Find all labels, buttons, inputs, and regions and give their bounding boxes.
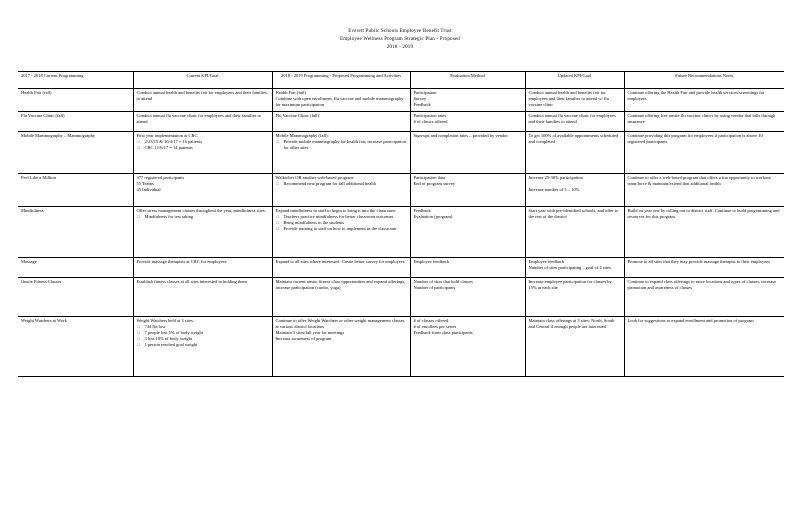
cell-text: Increase 25-30% participation [528, 175, 583, 180]
proposed-programming-cell [272, 112, 410, 132]
cell-text: Number of sites participating – goal of 4 sites [528, 265, 611, 270]
bullet-item: □ Provide mobile mammography for health fair, increase participation for other sites [284, 139, 407, 151]
table-row [18, 89, 784, 112]
proposed-programming-cell [272, 132, 410, 174]
cell-text: Flu Vaccine Clinic (fall) [21, 113, 65, 118]
bullet-list [276, 139, 407, 151]
evaluation-method-cell [410, 89, 525, 112]
table-row [18, 112, 784, 132]
program-name-cell [18, 207, 133, 258]
cell-text: Continue offering free onsite flu vaccine clinics by using vendor that bills through insurance [627, 113, 776, 124]
bullet-list [276, 214, 407, 232]
proposed-programming-cell [272, 174, 410, 207]
evaluation-method-cell [410, 174, 525, 207]
cell-text: Health Fair (fall) [21, 90, 52, 95]
cell-text: Expand mindfulness to staff to begin to bring it into the classroom: [275, 208, 397, 213]
program-name-cell [18, 89, 133, 112]
table-row [18, 317, 784, 377]
cell-text: Look for suggestions to expand enrollment and promotion of program [627, 318, 754, 323]
col-header-proposed-programming: 2018 - 2019 Programming - Proposed Programming and Activities [272, 72, 410, 89]
future-recommendations-cell [624, 278, 784, 317]
program-name-cell [18, 278, 133, 317]
cell-text: # of enrollees per series [413, 324, 457, 329]
future-recommendations-cell [624, 317, 784, 377]
bullet-list [137, 214, 269, 220]
cell-text: Increase employee participation for classes by 15% at each site [528, 279, 612, 290]
bullet-item: □ 1 person reached goal weight [145, 342, 269, 348]
cell-text: Establish fitness classes at all sites interested in holding them [136, 279, 247, 284]
col-header-future-recommendations: Future Recommendations Notes [624, 72, 784, 89]
current-kpi-cell [133, 112, 272, 132]
cell-text: To get 100% of available appointments scheduled and completed [528, 133, 619, 144]
future-recommendations-cell [624, 258, 784, 278]
evaluation-method-cell [410, 132, 525, 174]
future-recommendations-cell [624, 132, 784, 174]
evaluation-method-cell [410, 258, 525, 278]
updated-kpi-cell [525, 174, 624, 207]
cell-text: 45 Individual [136, 187, 161, 192]
cell-text: Participation [413, 90, 437, 95]
table-row [18, 258, 784, 278]
future-recommendations-cell [624, 174, 784, 207]
program-name-cell [18, 174, 133, 207]
evaluation-method-cell [410, 207, 525, 258]
bullet-item: □ 3 lost 10% of body weight [145, 336, 269, 342]
bullet-item: □ Teachers practice mindfulness for better classroom outcomes [284, 214, 407, 220]
cell-text: Conduct annual flu vaccine clinic for employees and their families to attend [136, 113, 261, 124]
cell-text: Number of sites that hold classes [413, 279, 473, 284]
updated-kpi-cell [525, 132, 624, 174]
cell-text: Continue to offer a web-based program that offers a fun opportunity to workout team/force & maintain/extend that additional health [627, 175, 771, 186]
current-kpi-cell [133, 258, 272, 278]
updated-kpi-cell [525, 207, 624, 258]
cell-text: Survey [413, 96, 427, 101]
doc-title-line-3: 2018 - 2019 [386, 45, 414, 50]
table-row [18, 207, 784, 258]
bullet-list [137, 324, 269, 348]
col-header-current-kpi: Current KPI/Goal [133, 72, 272, 89]
cell-text: Continue providing this program for employees if participation is above 10 registered participants [627, 133, 763, 144]
updated-kpi-cell [525, 112, 624, 132]
doc-title-line-2: Employee Wellness Program Strategic Plan - Proposed [340, 37, 460, 42]
program-name-cell [18, 112, 133, 132]
program-name-cell [18, 132, 133, 174]
cell-text: Weight Watchers at Work [21, 318, 67, 323]
bullet-item: □ 7 people lost 5% of body weight [145, 330, 269, 336]
updated-kpi-cell [525, 278, 624, 317]
proposed-programming-cell [272, 258, 410, 278]
cell-text: Conduct annual flu vaccine clinic for employees and their families to attend [528, 113, 616, 124]
cell-text: Maintain current onsite fitness class opportunities and expand offerings, increase participation (cardio, yoga) [275, 279, 406, 290]
evaluation-method-cell [410, 317, 525, 377]
cell-text: Participation rates [413, 113, 447, 118]
bullet-item: □ Mindfulness for test taking [145, 214, 269, 220]
cell-text: Flu Vaccine Clinic (fall) [275, 113, 320, 118]
updated-kpi-cell [525, 89, 624, 112]
cell-text: Continue offering the Health Fair and provide health services/screenings for employees [627, 90, 765, 101]
cell-text: Maintain class offerings at 3 sites: North, South and Central if enough people are interested [528, 318, 615, 329]
cell-text: Build on year one by rolling out to district staff. Continue to build programming and resources for this program. [627, 208, 780, 219]
bullet-item: □ Provide training to staff on how to implement in the classroom [284, 226, 407, 232]
cell-text: Start year with pre-identified schools, and offer to the rest of the district [528, 208, 619, 219]
cell-text: Feedback [413, 208, 431, 213]
cell-text: End of program survey [413, 181, 456, 186]
evaluation-method-cell [410, 112, 525, 132]
cell-text: 377 registered participants [136, 175, 185, 180]
cell-text: Provide massage therapists at CRC for employees [136, 259, 227, 264]
cell-text: Participation data [413, 175, 446, 180]
cell-text: Feedback [413, 102, 431, 107]
evaluation-method-cell [410, 278, 525, 317]
bullet-item: □ CRC 11/6/17 = 14 patients [145, 145, 269, 151]
cell-text: Massage [21, 259, 37, 264]
current-kpi-cell [133, 174, 272, 207]
cell-text: Feedback from class participants [413, 330, 473, 335]
cell-text: Weight Watchers held at 3 sites: [136, 318, 195, 323]
bullet-item: □ Recommend new program for fall additional health [284, 181, 407, 187]
bullet-item: □ 2/23/15 & 10/4/17 = 16 patients [145, 139, 269, 145]
bullet-list [137, 139, 269, 151]
cell-text: Continue to offer Weight Watchers or other weight management classes at various district locations [275, 318, 405, 329]
current-kpi-cell [133, 132, 272, 174]
cell-text: Sign-ups and completion rates – provided by vendor [413, 133, 508, 138]
cell-text: Evaluation (program) [413, 214, 453, 219]
bullet-item: □ Bring mindfulness to the students [284, 220, 407, 226]
proposed-programming-cell [272, 89, 410, 112]
cell-text: Health Fair (fall) [275, 90, 306, 95]
cell-text: Expand to all sites where interested. Create better survey for employees [275, 259, 405, 264]
cell-text: # of classes offered [413, 318, 449, 323]
cell-text: 55 Teams [136, 181, 154, 186]
proposed-programming-cell [272, 207, 410, 258]
cell-text: Onsite Fitness Classes [21, 279, 62, 284]
cell-text: # of clinics offered [413, 119, 448, 124]
cell-text: Combine with open enrollment, flu vaccine and mobile mammography for maximum participation [275, 96, 404, 107]
cell-text: Maintain 3 sites/fall year for meetings [275, 330, 345, 335]
cell-text: Employee feedback [413, 259, 450, 264]
cell-text: Employee feedback [528, 259, 565, 264]
cell-text: Mobile Mammography – Mammography [21, 133, 96, 138]
cell-text: Conduct annual health and benefits fair for employees and their families to attend w/ flu vaccine clinic [528, 90, 609, 107]
cell-text: Conduct annual health and benefits fair for employees and their families to attend [136, 90, 267, 101]
cell-text: Walktober OR another web-based program: [275, 175, 355, 180]
future-recommendations-cell [624, 89, 784, 112]
table-row [18, 278, 784, 317]
table-header-row [18, 72, 784, 89]
current-kpi-cell [133, 89, 272, 112]
table-row [18, 132, 784, 174]
cell-text: Increase awareness of program [275, 336, 332, 341]
cell-text: Mindfulness [21, 208, 44, 213]
bullet-item: □ 744 lbs lost [145, 324, 269, 330]
col-header-evaluation-method: Evaluation Method [410, 72, 525, 89]
current-kpi-cell [133, 278, 272, 317]
bullet-list [276, 181, 407, 187]
updated-kpi-cell [525, 317, 624, 377]
cell-text: Number of participants [413, 285, 456, 290]
proposed-programming-cell [272, 278, 410, 317]
program-name-cell [18, 258, 133, 278]
cell-text: Offer stress management classes throughout the year, mindfulness sites: [136, 208, 266, 213]
col-header-updated-kpi: Updated KPI/Goal [525, 72, 624, 89]
updated-kpi-cell [525, 258, 624, 278]
current-kpi-cell [133, 207, 272, 258]
strategic-plan-table [18, 71, 784, 377]
doc-title-line-1: Everett Public Schools Employee Benefit Trust [348, 29, 452, 34]
cell-text: Increase number of 5 – 10% [528, 187, 580, 192]
cell-text: Feel Like a Million [21, 175, 56, 180]
cell-text: First year implementation at CRC [136, 133, 198, 138]
cell-text: Continue to expand class offerings to more locations and types of classes, increase promotion and awareness of classes [627, 279, 777, 290]
future-recommendations-cell [624, 112, 784, 132]
table-row [18, 174, 784, 207]
col-header-current-programming: 2017 - 2018 Current Programming [18, 72, 133, 89]
cell-text: Promote to all sites that they may provide massage therapist to their employees [627, 259, 770, 264]
proposed-programming-cell [272, 317, 410, 377]
cell-text: Mobile Mammography (fall): [275, 133, 329, 138]
future-recommendations-cell [624, 207, 784, 258]
current-kpi-cell [133, 317, 272, 377]
program-name-cell [18, 317, 133, 377]
